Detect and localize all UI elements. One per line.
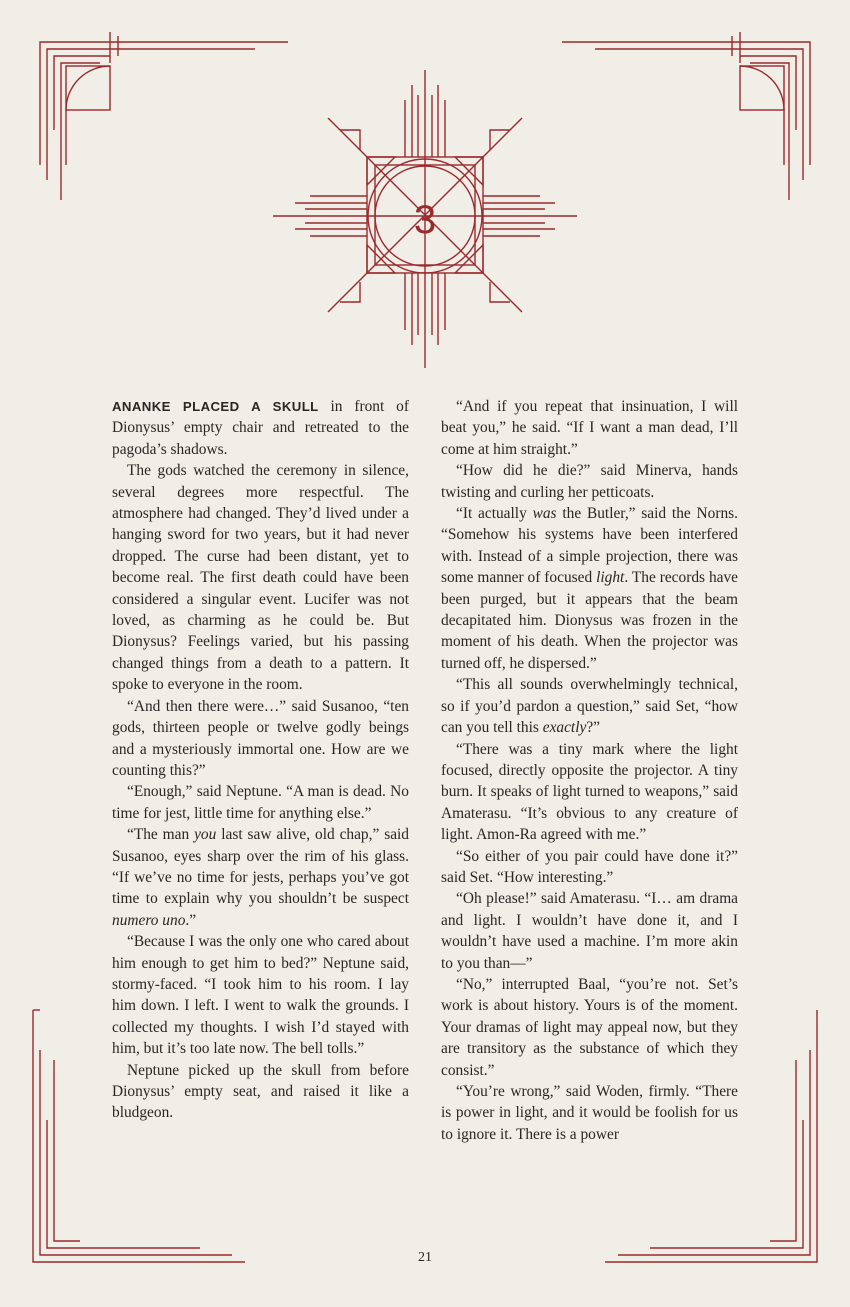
paragraph: “No,” interrupted Baal, “you’re not. Set’s work is about history. Yours is of the moment. Your dramas of light may appeal now, but they are transitory as the substance of which they consist.” — [441, 975, 738, 1079]
paragraph: ANANKE PLACED A SKULL in front of Dionysus’ empty chair and retreated to the pagoda’s shadows. — [112, 398, 409, 458]
paragraph: The gods watched the ceremony in silence, several degrees more respectful. The atmosphere had changed. They’d lived under a hanging sword for two years, but it had never dropped. The curse had been distant, yet to become real. The first death could have been considered a singular event. Lucifer was not loved, as charming as he could be. But Dionysus? Feelings varied, but his passing changed things from a death to a pattern. It spoke to everyone in the room. — [112, 462, 409, 694]
paragraph: Neptune picked up the skull from before Dionysus’ empty seat, and raised it like a bludgeon. — [112, 1061, 409, 1122]
paragraph: “This all sounds overwhelmingly technical, so if you’d pardon a question,” said Set, “how can you tell this exactly?” — [441, 676, 738, 737]
corner-ornament-top-left — [40, 32, 288, 200]
paragraph: “The man you last saw alive, old chap,” said Susanoo, eyes sharp over the rim of his glass. “If we’ve no time for jests, perhaps you’ve got time to explain why you shouldn’t be suspect numero uno.” — [112, 826, 410, 929]
paragraph: “And then there were…” said Susanoo, “ten gods, thirteen people or twelve godly beings and a mysteriously immortal one. How are we counting this?” — [112, 697, 409, 779]
left-column — [112, 396, 409, 1124]
paragraph: “How did he die?” said Minerva, hands twisting and curling her petticoats. — [441, 462, 738, 501]
paragraph: “And if you repeat that insinuation, I will beat you,” he said. “If I want a man dead, I’ll come at him straight.” — [441, 398, 738, 458]
lead-in-text: ANANKE PLACED A SKULL — [112, 399, 319, 414]
paragraph: “There was a tiny mark where the light focused, directly opposite the projector. A tiny burn. It speaks of light turned to weapons,” said Amaterasu. “It’s obvious to any creature of light. Amon-Ra agreed with me.” — [441, 740, 738, 844]
paragraph: “Enough,” said Neptune. “A man is dead. No time for jest, little time for anything else.” — [112, 783, 409, 822]
chapter-number: 3 — [413, 198, 437, 242]
page-number: 21 — [418, 1250, 432, 1265]
paragraph: “You’re wrong,” said Woden, firmly. “There is power in light, and it would be foolish for us to ignore it. There is a power — [441, 1083, 738, 1143]
corner-ornament-top-right — [562, 32, 810, 200]
paragraph: “It actually was the Butler,” said the Norns. “Somehow his systems have been interfered with. Instead of a simple projection, there was some manner of focused light. The records have been purged, but it appears that the beam decapitated him. Dionysus was frozen in the moment of his death. When the projector was turned off, he dispersed.” — [441, 505, 739, 672]
right-column — [441, 396, 738, 1145]
paragraph: “Oh please!” said Amaterasu. “I… am drama and light. I wouldn’t have done it, and I wouldn’t have used a machine. I’m more akin to you than—” — [441, 890, 738, 972]
paragraph: “So either of you pair could have done it?” said Set. “How interesting.” — [441, 847, 738, 886]
paragraph: “Because I was the only one who cared about him enough to get him to bed?” Neptune said, stormy-faced. “I took him to his room. I lay him down. I left. I went to walk the grounds. I collected my thoughts. I wish I’d stayed with him, but it’s too late now. The bell tolls.” — [112, 933, 409, 1058]
